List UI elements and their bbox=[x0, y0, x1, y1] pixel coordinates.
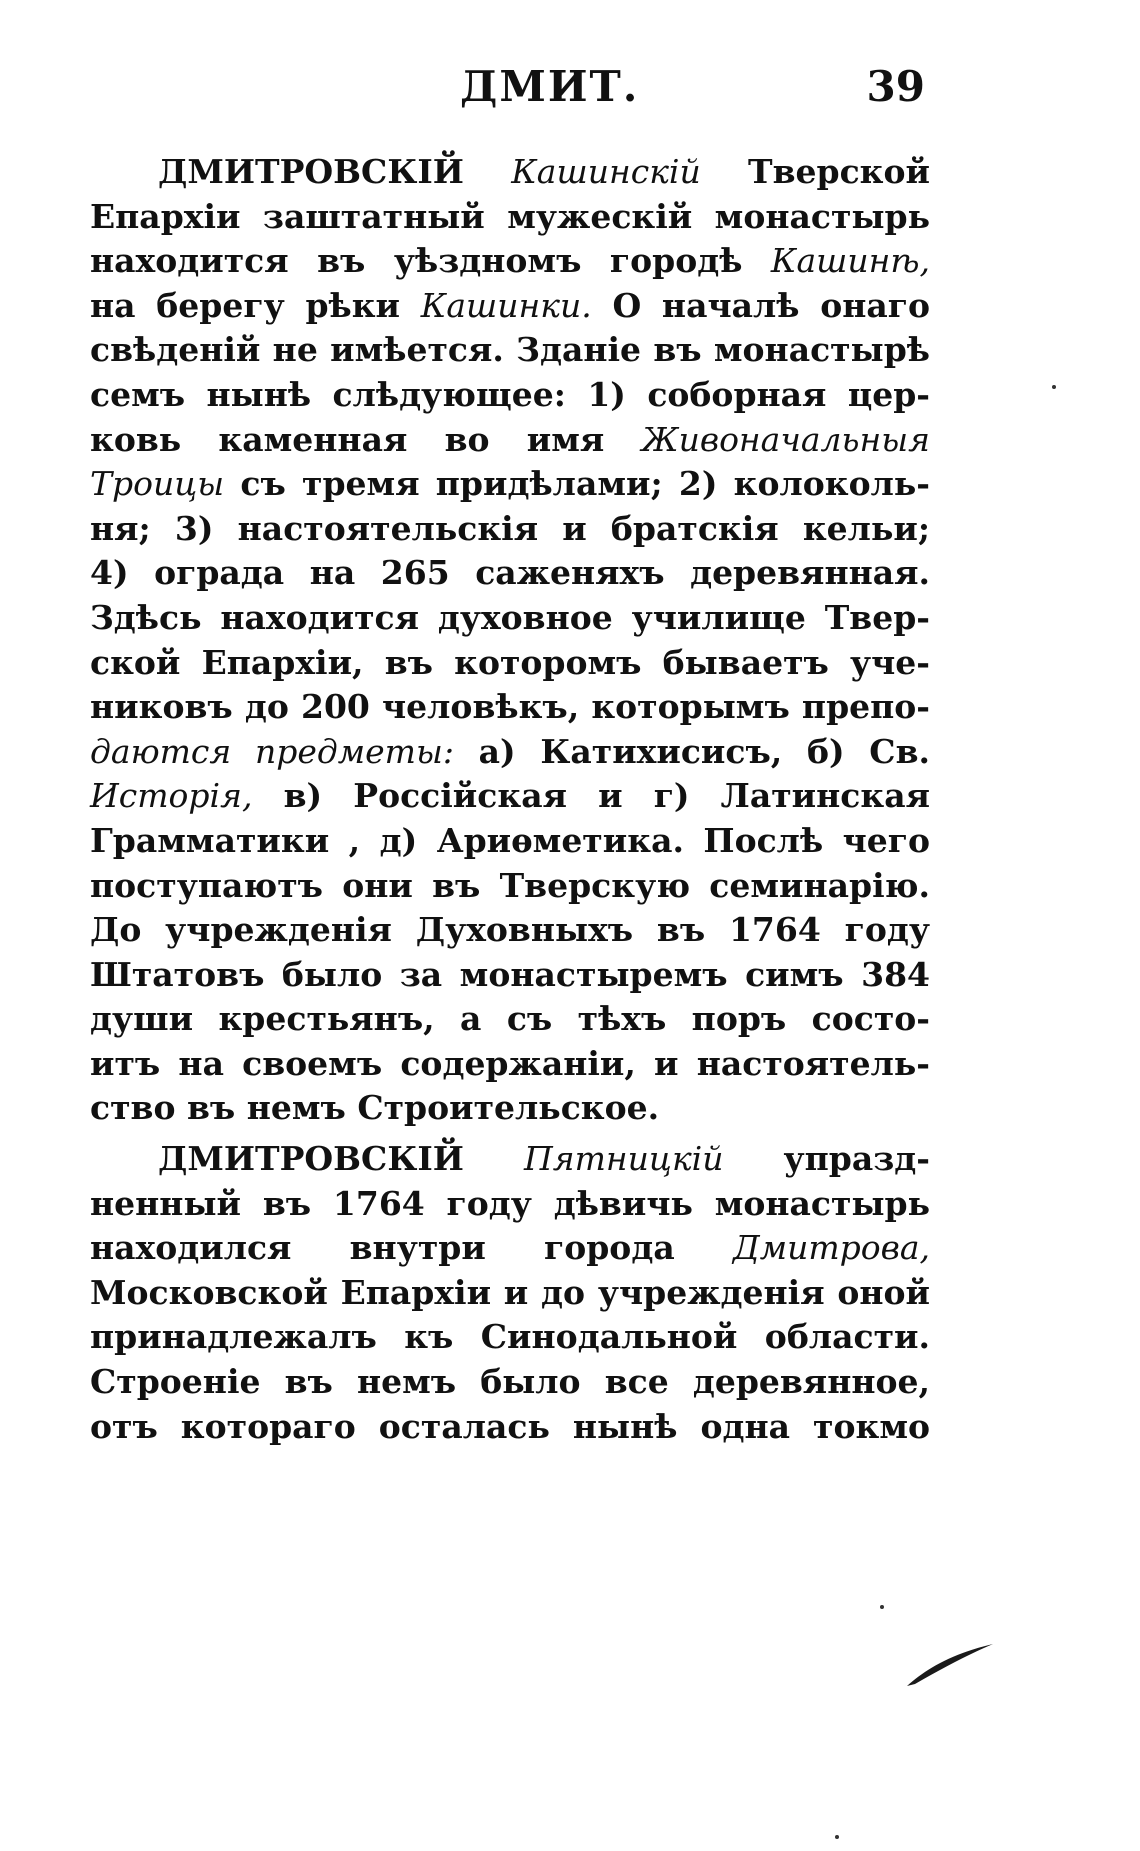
text-line bbox=[90, 1271, 930, 1316]
text-segment: никовъ до 200 человѣкъ, которымъ препо- bbox=[90, 687, 930, 727]
text-line bbox=[90, 685, 930, 730]
ink-speck bbox=[880, 1605, 884, 1609]
text-segment: на берегу рѣки bbox=[90, 285, 421, 325]
text-segment: находился внутри города bbox=[90, 1228, 733, 1268]
text-line bbox=[90, 953, 930, 998]
text-segment: семъ нынѣ слѣдующее: 1) соборная цер- bbox=[90, 374, 930, 414]
italic-text: Дмитрова, bbox=[732, 1228, 930, 1268]
text-segment: в) Россійская и г) Латинская bbox=[252, 776, 930, 816]
text-segment: поступаютъ они въ Тверскую семинарію. bbox=[90, 865, 930, 905]
text-segment: упразд- bbox=[723, 1139, 930, 1179]
text-segment: ненный въ 1764 году дѣвичь монастырь bbox=[90, 1183, 930, 1223]
text-line bbox=[90, 150, 930, 195]
text-line bbox=[90, 284, 930, 329]
text-segment: ской Епархіи, въ которомъ бываетъ уче- bbox=[90, 642, 930, 682]
text-segment: 4) ограда на 265 саженяхъ деревянная. bbox=[90, 553, 930, 593]
text-segment: Штатовъ было за монастыремъ симъ 384 bbox=[90, 954, 930, 994]
ink-speck bbox=[835, 1835, 839, 1839]
text-line bbox=[90, 328, 930, 373]
text-segment: съ тремя придѣлами; 2) колоколь- bbox=[224, 464, 930, 504]
text-line bbox=[90, 730, 930, 775]
ink-speck bbox=[1052, 385, 1056, 389]
text-line bbox=[90, 195, 930, 240]
running-head bbox=[95, 62, 925, 122]
running-title: ДМИТ. bbox=[460, 62, 640, 111]
text-segment: ковь каменная во имя bbox=[90, 419, 642, 459]
text-segment: а) Катихисисъ, б) Св. bbox=[453, 731, 930, 771]
text-line bbox=[90, 997, 930, 1042]
text-line bbox=[90, 864, 930, 909]
text-line bbox=[90, 1226, 930, 1271]
text-line bbox=[90, 596, 930, 641]
text-segment: О началѣ онаго bbox=[591, 285, 930, 325]
italic-text: Исторія, bbox=[90, 776, 253, 816]
text-segment: Строеніе въ немъ было все деревянное, bbox=[90, 1362, 930, 1402]
italic-text: Пятницкій bbox=[524, 1139, 724, 1179]
text-segment: Московской Епархіи и до учрежденія оной bbox=[90, 1272, 930, 1312]
text-line bbox=[90, 774, 930, 819]
text-segment: принадлежалъ къ Синодальной области. bbox=[90, 1317, 930, 1357]
italic-text: Живоначальныя bbox=[641, 419, 930, 459]
text-segment: находится въ уѣздномъ городѣ bbox=[90, 241, 771, 281]
text-line bbox=[90, 1360, 930, 1405]
italic-text: Троицы bbox=[90, 464, 225, 504]
text-segment: Епархіи заштатный мужескій монастырь bbox=[90, 196, 930, 236]
italic-text: Кашинѣ, bbox=[770, 241, 930, 281]
text-segment: души крестьянъ, а съ тѣхъ поръ состо- bbox=[90, 999, 930, 1039]
text-line bbox=[90, 373, 930, 418]
ink-smudge-mark bbox=[905, 1640, 995, 1690]
page-number: 39 bbox=[866, 62, 925, 111]
text-segment: Здѣсь находится духовное училище Твер- bbox=[90, 597, 930, 637]
text-segment: Тверской bbox=[700, 152, 930, 191]
text-segment: ДМИТРОВСКІЙ bbox=[158, 152, 512, 191]
text-segment: свѣденій не имѣется. Зданіе въ монастырѣ bbox=[90, 330, 930, 370]
text-segment: До учрежденія Духовныхъ въ 1764 году bbox=[90, 910, 930, 950]
text-line bbox=[90, 462, 930, 507]
text-line bbox=[90, 239, 930, 284]
text-line bbox=[90, 1137, 930, 1182]
text-segment: итъ на своемъ содержаніи, и настоятель- bbox=[90, 1043, 930, 1083]
text-line bbox=[90, 551, 930, 596]
italic-text: даются предметы: bbox=[90, 731, 454, 771]
text-line bbox=[90, 507, 930, 552]
text-line bbox=[90, 1315, 930, 1360]
italic-text: Кашинскій bbox=[511, 152, 701, 191]
text-line bbox=[90, 1042, 930, 1087]
text-line bbox=[90, 908, 930, 953]
text-line bbox=[90, 641, 930, 686]
text-line bbox=[90, 418, 930, 463]
text-segment: отъ котораго осталась нынѣ одна токмо bbox=[90, 1406, 930, 1446]
text-line bbox=[90, 819, 930, 864]
body-text bbox=[90, 150, 930, 1449]
text-segment: Грамматики , д) Ариѳметика. Послѣ чего bbox=[90, 820, 930, 860]
text-segment: ство въ немъ Строительское. bbox=[90, 1088, 660, 1128]
text-line bbox=[90, 1182, 930, 1227]
text-segment: ДМИТРОВСКІЙ bbox=[158, 1139, 525, 1179]
italic-text: Кашинки. bbox=[420, 285, 592, 325]
text-line bbox=[90, 1086, 930, 1131]
text-line bbox=[90, 1405, 930, 1450]
text-segment: ня; 3) настоятельскія и братскія кельи; bbox=[90, 508, 930, 548]
